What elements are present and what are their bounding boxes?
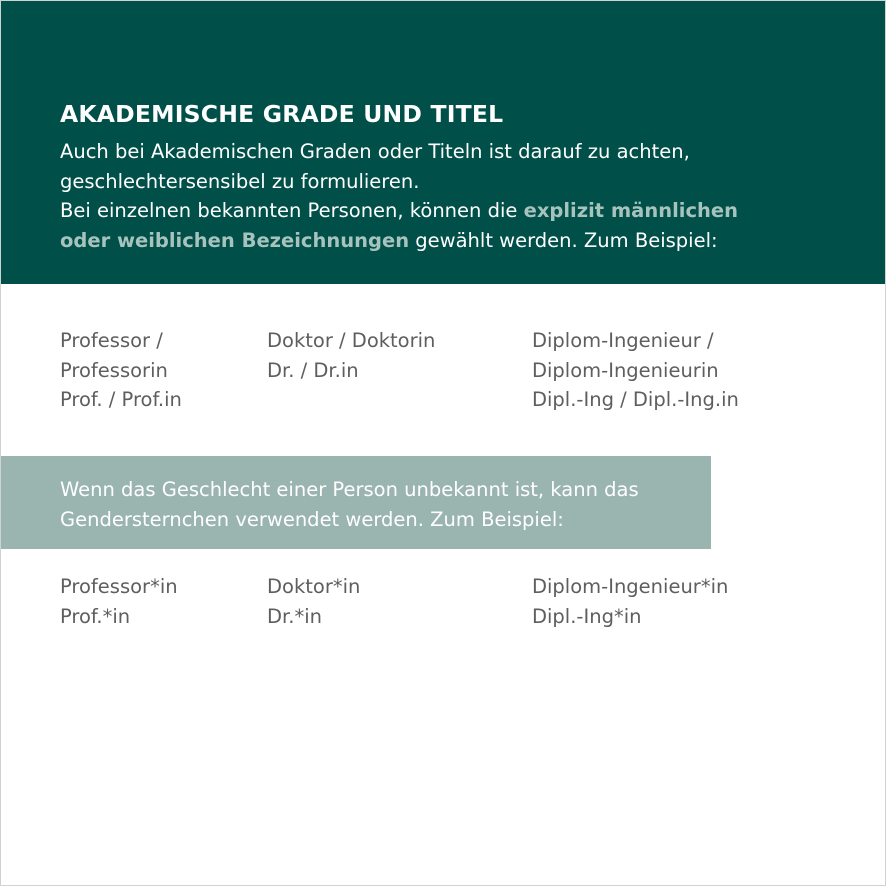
explicit-diplom-line: Dipl.-Ing / Dipl.-Ing.in xyxy=(532,388,739,411)
note-line-1: Wenn das Geschlecht einer Person unbekannt ist, kann das xyxy=(60,478,639,501)
explicit-diplom-line: Diplom-Ingenieurin xyxy=(532,358,719,382)
star-doktor-column xyxy=(267,572,360,631)
intro-line-3-text: Bei einzelnen bekannten Personen, können die xyxy=(60,199,524,222)
page-title: AKADEMISCHE GRADE UND TITEL xyxy=(60,100,504,128)
highlight-designations: oder weiblichen Bezeichnungen xyxy=(60,228,410,252)
explicit-doktor-line: Doktor / Doktorin xyxy=(267,329,436,352)
explicit-diplom-column xyxy=(532,326,739,415)
intro-text xyxy=(60,137,850,255)
star-professor-line: Professor*in xyxy=(60,575,178,598)
header-panel xyxy=(1,1,885,284)
explicit-professor-column xyxy=(60,326,182,415)
star-diplom-line: Dipl.-Ing*in xyxy=(532,604,642,628)
intro-line-4-text: gewählt werden. Zum Beispiel: xyxy=(409,228,718,252)
star-diplom-column xyxy=(532,572,728,631)
explicit-professor-line: Professorin xyxy=(60,358,168,382)
explicit-doktor-line: Dr. / Dr.in xyxy=(267,358,359,382)
note-text xyxy=(60,475,639,534)
explicit-professor-line: Prof. / Prof.in xyxy=(60,388,182,411)
star-professor-line: Prof.*in xyxy=(60,604,131,628)
intro-line-1: Auch bei Akademischen Graden oder Titeln ist darauf zu achten, xyxy=(60,140,690,163)
gendersternchen-note xyxy=(1,456,711,549)
intro-line-2: geschlechtersensibel zu formulieren. xyxy=(60,169,420,193)
explicit-diplom-line: Diplom-Ingenieur / xyxy=(532,329,714,352)
intro-line-3 xyxy=(60,196,850,226)
explicit-professor-line: Professor / xyxy=(60,329,163,352)
star-professor-column xyxy=(60,572,178,631)
highlight-explicit: explizit männlichen xyxy=(523,199,739,222)
intro-line-4 xyxy=(60,226,850,256)
explicit-doktor-column xyxy=(267,326,435,385)
note-line-2: Gendersternchen verwendet werden. Zum Beispiel: xyxy=(60,507,564,531)
star-doktor-line: Doktor*in xyxy=(267,575,361,598)
star-doktor-line: Dr.*in xyxy=(267,604,322,628)
star-diplom-line: Diplom-Ingenieur*in xyxy=(532,575,729,598)
